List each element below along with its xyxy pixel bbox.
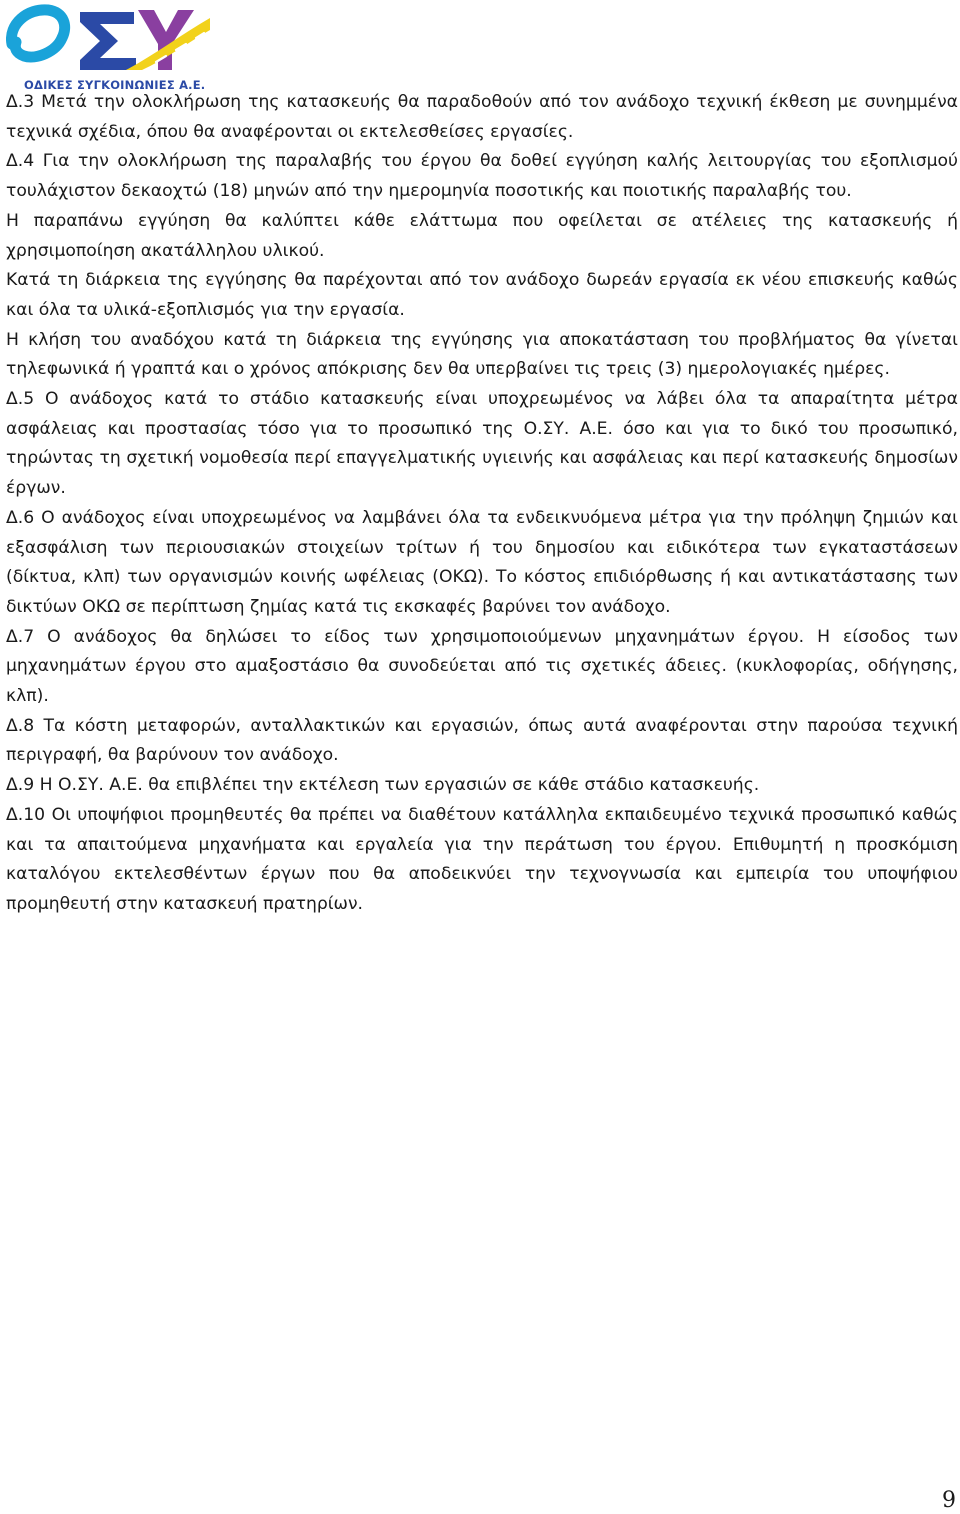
paragraph-warranty-coverage: Η παραπάνω εγγύηση θα καλύπτει κάθε ελάττωμα που οφείλεται σε ατέλειες της κατασκευής ή χρησιμοποίηση ακατάλληλου υλικού. [6, 210, 958, 261]
page-number: 9 [942, 1488, 956, 1513]
company-logo [6, 4, 211, 90]
document-body [6, 88, 958, 920]
paragraph-d10: Δ.10 Οι υποψήφιοι προμηθευτές θα πρέπει να διαθέτουν κατάλληλα εκπαιδευμένο τεχνικά προσωπικό καθώς και τα απαιτούμενα μηχανήματα και εργαλεία για την περάτωση του έργου. Επιθυμητή η προσκόμιση καταλόγου εκτελεσθέντων έργων που θα αποδεικνύει την τεχνογνωσία και εμπειρία του υποψήφιου προμηθευτή στην κατασκευή πρατηρίων. [6, 804, 958, 914]
paragraph-d9: Δ.9 Η Ο.ΣΥ. Α.Ε. θα επιβλέπει την εκτέλεση των εργασιών σε κάθε στάδιο κατασκευής. [6, 775, 760, 796]
logo-sigma-shape [80, 12, 136, 70]
paragraph-d4: Δ.4 Για την ολοκλήρωση της παραλαβής του έργου θα δοθεί εγγύηση καλής λειτουργίας του εξοπλισμού τουλάχιστον δεκαοχτώ (18) μηνών από την ημερομηνία ποσοτικής και ποιοτικής παραλαβής του. [6, 151, 958, 202]
paragraph-warranty-repairs: Κατά τη διάρκεια της εγγύησης θα παρέχονται από τον ανάδοχο δωρεάν εργασία εκ νέου επισκευής καθώς και όλα τα υλικά-εξοπλισμός για την εργασία. [6, 270, 958, 320]
paragraph-d6: Δ.6 Ο ανάδοχος είναι υποχρεωμένος να λαμβάνει όλα τα ενδεικνυόμενα μέτρα για την πρόληψη ζημιών και εξασφάλιση των περιουσιακών στοιχείων τρίτων ή του δημοσίου και ειδικότερα των εγκαταστάσεων (δίκτυα, κλπ) των οργανισμών κοινής ωφέλειας (ΟΚΩ). Το κόστος επιδιόρθωσης ή και αντικατάστασης των δικτύων ΟΚΩ σε περίπτωση ζημίας κατά τις εκσκαφές βαρύνει τον ανάδοχο. [6, 507, 958, 617]
logo-caption: ΟΔΙΚΕΣ ΣΥΓΚΟΙΝΩΝΙΕΣ Α.Ε. [24, 78, 206, 92]
logo-graphic [6, 4, 211, 76]
paragraph-d7: Δ.7 Ο ανάδοχος θα δηλώσει το είδος των χρησιμοποιούμενων μηχανημάτων έργου. Η είσοδος των μηχανημάτων έργου στο αμαξοστάσιο θα συνοδεύεται από τις σχετικές άδειες. (κυκλοφορίας, οδήγησης, κλπ). [6, 626, 958, 707]
paragraph-d5: Δ.5 Ο ανάδοχος κατά το στάδιο κατασκευής είναι υποχρεωμένος να λάβει όλα τα απαραίτητα μέτρα ασφάλειας και προστασίας τόσο για το προσωπικό της Ο.ΣΥ. Α.Ε. όσο και για το δικό του προσωπικό, τηρώντας τη σχετική νομοθεσία περί επαγγελματικής υγιεινής και ασφάλειας και περί κατασκευής δημοσίων έργων. [6, 389, 958, 499]
paragraph-warranty-response: Η κλήση του αναδόχου κατά τη διάρκεια της εγγύησης για αποκατάσταση του προβλήματος θα γίνεται τηλεφωνικά ή γραπτά και ο χρόνος απόκρισης δεν θα υπερβαίνει τις τρεις (3) ημερολογιακές ημέρες. [6, 329, 958, 380]
paragraph-d8: Δ.8 Τα κόστη μεταφορών, ανταλλακτικών και εργασιών, όπως αυτά αναφέρονται στην παρούσα τεχνική περιγραφή, θα βαρύνουν τον ανάδοχο. [6, 715, 958, 766]
paragraph-d3: Δ.3 Μετά την ολοκλήρωση της κατασκευής θα παραδοθούν από τον ανάδοχο τεχνική έκθεση με συνημμένα τεχνικά σχέδια, όπου θα αναφέρονται οι εκτελεσθείσες εργασίες. [6, 92, 958, 142]
logo-o-shape [11, 10, 64, 57]
